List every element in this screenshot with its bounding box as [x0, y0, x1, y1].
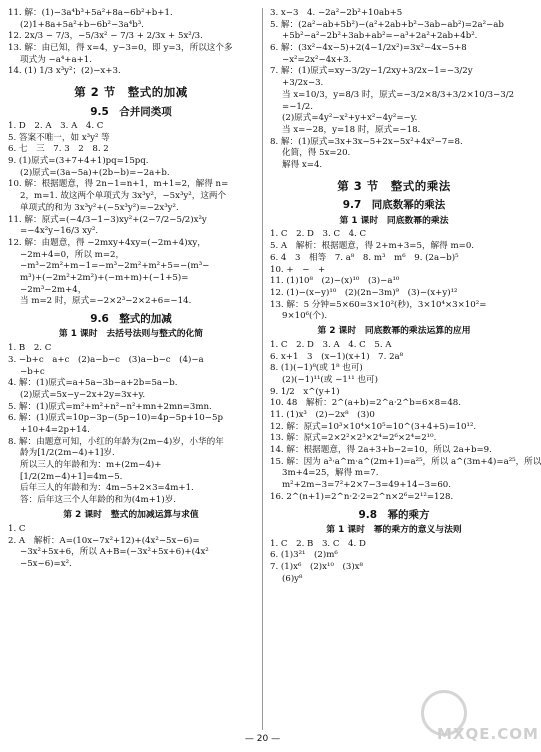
answer-line: 1. C — [8, 523, 26, 534]
block-9-6-1 — [8, 343, 254, 507]
answer-line: 8. 解：由题意可知，小红的年龄为(2m−4)岁，小华的年 — [8, 436, 224, 447]
answer-line: 5. 答案不唯一，如 x³y² 等 — [8, 132, 110, 143]
answer-line: 11. 解：(1)−3a⁴b³+5a²+8a−6b²+b+1. — [8, 8, 173, 18]
block-9-6-2 — [8, 524, 254, 571]
answer-line: 项式为 −a⁴+a+1. — [20, 54, 93, 65]
answer-line: 后年三人的年龄和为：4m−5+2×3=4m+1. — [20, 483, 194, 494]
answer-line: 6. 4 3 相等 7. a⁸ 8. m³ m⁶ 9. (2a−b)⁵ — [270, 252, 459, 263]
answer-line: 10. + − + — [270, 264, 326, 275]
page-number: — 20 — — [244, 734, 281, 744]
section-title-2: 第 2 节 整式的加减 — [74, 85, 188, 100]
block-9-7-2 — [270, 339, 541, 504]
lesson-title-9-7-1: 第 1 课时 同底数幂的乘法 — [339, 215, 449, 226]
answer-line: [1/2(2m−4)+1]=4m−5. — [20, 471, 123, 482]
answer-line: 12. 解：原式=10³×10⁴×10⁵=10^(3+4+5)=10¹². — [270, 421, 477, 432]
answer-line: 4. 解：(1)原式=a+5a−3b−a+2b=5a−b. — [8, 378, 178, 389]
answer-line: 14. (1) 1/3 x³y²；(2)−x+3. — [8, 66, 121, 77]
answer-line: 10. 48 解析：2^(a+b)=2^a·2^b=6×8=48. — [270, 398, 462, 409]
answer-line: +10+4=2p+14. — [20, 425, 90, 436]
answer-line: 12. 2x/3 − 7/3，−5/3x² − 7/3 + 2/3x + 5x²/3. — [8, 31, 203, 42]
right-top-block — [270, 8, 518, 172]
answer-line: 11. (1)10⁸ (2)−(x)¹⁰ (3)−a¹⁰ — [270, 276, 400, 287]
lesson-title-9-6-2: 第 2 课时 整式的加减运算与求值 — [63, 509, 199, 520]
answer-line: 8. (1)(−1)⁸(或 1⁸ 也可) — [270, 363, 363, 374]
answer-line: 6. 七 三 7. 3 2 8. 2 — [8, 144, 109, 155]
answer-line: 12. 解：由题意，得 −2mxy+4xy=(−2m+4)xy， — [8, 237, 206, 248]
answer-line: −2m+4=0，所以 m=2， — [20, 249, 125, 260]
answer-line: 1. C 2. D 3. A 4. C 5. A — [270, 339, 392, 350]
answer-line: 9×10⁶(个). — [282, 311, 328, 322]
block-9-5 — [8, 121, 254, 308]
answer-line: 7. (1)x⁶ (2)x¹⁰ (3)x⁸ — [270, 562, 363, 573]
answer-line: 解得 x=4. — [282, 159, 323, 170]
answer-line: =−1/2. — [282, 101, 313, 112]
column-divider — [262, 8, 263, 730]
subsection-title-9-6: 9.6 整式的加减 — [90, 313, 172, 326]
answer-line: 3. x−3 4. −2a²−2b²+10ab+5 — [270, 8, 403, 18]
subsection-title-9-8: 9.8 幂的乘方 — [358, 508, 430, 521]
answer-line: 6. 解：(1)原式=10p−3p−(5p−10)=4p−5p+10−5p — [8, 413, 223, 424]
lesson-title-9-6-1: 第 1 课时 去括号法则与整式的化简 — [58, 329, 204, 340]
lesson-title-9-8-1: 第 1 课时 幂的乘方的意义与法则 — [326, 524, 462, 535]
answer-line: 2. A 解析：A=(10x−7x²+12)+(4x²−5x−6)= — [8, 535, 200, 546]
answer-line: m³)+(−2m²+2m²)+(−m+m)+(−1+5)= — [20, 272, 189, 283]
answer-line: 3m+4=25，解得 m=7. — [282, 468, 379, 479]
answer-line: 龄为[1/2(2m−4)+1]岁. — [20, 448, 115, 459]
answer-line: (2)原式=(3a−5a)+(2b−b)=−2a+b. — [20, 167, 170, 178]
subsection-title-9-5: 9.5 合并同类项 — [90, 105, 172, 118]
watermark-logo — [419, 688, 539, 748]
answer-line: 当 x=10/3，y=8/3 时，原式=−3/2×8/3+3/2×10/3−3/2 — [282, 89, 515, 100]
answer-line: (2)原式=4y²−x²+y+x²−4y²=−y. — [282, 113, 418, 124]
answer-line: −5x−6)=x². — [20, 558, 72, 569]
answer-line: 当 x=−28，y=18 时，原式=−18. — [282, 124, 421, 135]
answer-line: 6. (1)3²¹ (2)m⁶ — [270, 550, 338, 561]
block-9-7-1 — [270, 229, 518, 323]
answer-line: 当 m=2 时，原式=−2×2³−2×2+6=−14. — [20, 296, 192, 307]
answer-line: 12. (1)−(x−y)¹⁰ (2)(2n−3m)⁹ (3)−(x+y)¹² — [270, 287, 458, 298]
answer-line: =−4x²y−16/3 xy². — [20, 226, 99, 237]
answer-line: (2)(−1)¹¹(或 −1¹¹ 也可) — [282, 374, 378, 385]
watermark-text: MXQE.COM — [437, 725, 539, 743]
answer-line: 5. 解：(1)原式=m²+m²+n²−n²+mn+2mn=3mn. — [8, 401, 212, 412]
answer-line: 5. 解：(2a²−ab+5b²)−(a²+2ab+b²−3ab−ab²)=2a²−ab — [270, 19, 504, 30]
answer-line: 答：后年这三个人年龄的和为(4m+1)岁. — [20, 495, 177, 506]
answer-line: 7. 解：(1)原式=xy−3/2y−1/2xy+3/2x−1=−3/2y — [270, 66, 473, 77]
answer-line: 8. 解：(1)原式=3x+3x−5+2x−5x²+4x²−7=8. — [270, 136, 463, 147]
answer-line: 11. 解：原式=(−4/3−1−3)xy²+(2−7/2−5/2)x²y — [8, 214, 207, 225]
answer-line: +3/2x−3. — [282, 78, 324, 89]
answer-line: 1. C 2. B 3. C 4. D — [270, 538, 366, 549]
answer-line: −x²=2x²−4x+3. — [282, 54, 352, 65]
answer-line: 1. B 2. C — [8, 343, 52, 354]
answer-line: 15. 解：因为 a³·a^m·a^(2m+1)=a²⁵，所以 a^(3m+4)=a²⁵，所以 — [270, 456, 541, 467]
answer-line: 9. (1)原式=(3+7+4+1)pq=15pq. — [8, 156, 149, 167]
answer-line: 6. 解：(3x²−4x−5)+2(4−1/2x²)=3x²−4x−5+8 — [270, 43, 467, 54]
answer-line: 所以三人的年龄和为：m+(2m−4)+ — [20, 460, 162, 471]
answer-line: −2m³−2m+4， — [20, 284, 87, 295]
lesson-title-9-7-2: 第 2 课时 同底数幂的乘法运算的应用 — [317, 325, 471, 336]
answer-line: +5b²−a²−2b²+3ab+ab²=−a³+2a²+2ab+4b². — [282, 31, 478, 42]
answer-line: −m³−2m²+m−1=−m³−2m²+m²+5=−(m³− — [20, 261, 210, 272]
answer-line: −3x²+5x+6，所以 A+B=(−3x²+5x+6)+(4x² — [20, 547, 209, 558]
block-9-8-1 — [270, 539, 518, 586]
subsection-title-9-7: 9.7 同底数幂的乘法 — [342, 199, 446, 212]
answer-line: (2)1+8a+5a²+b−6b²−3a⁴b³. — [20, 19, 144, 30]
answer-line: 10. 解：根据题意，得 2n−1=n+1，m+1=2，解得 n= — [8, 179, 229, 190]
right-column — [270, 8, 541, 586]
section-title-3: 第 3 节 整式的乘法 — [337, 178, 451, 193]
answer-line: (6)y⁸ — [282, 573, 303, 584]
answer-line: 5. A 解析：根据题意，得 2+m+3=5，解得 m=0. — [270, 241, 475, 252]
answer-line: 16. 2^(n+1)=2^n·2·2=2^n×2⁶=2¹²=128. — [270, 491, 454, 502]
answer-line: 13. 解：5 分钟=5×60=3×10²(秒)，3×10⁴×3×10²= — [270, 299, 487, 310]
answer-line: 11. (1)x³ (2)−2x⁸ (3)0 — [270, 410, 375, 421]
left-column — [8, 8, 254, 571]
answer-line: 13. 解：由已知，得 x=4，y−3=0，即 y=3，所以这个多 — [8, 43, 233, 54]
answer-line: 1. C 2. D 3. C 4. C — [270, 229, 367, 240]
answer-line: 3. −b+c a+c (2)a−b−c (3)a−b−c (4)−a — [8, 354, 204, 365]
answer-line: 单项式的和为 3x³y²+(−5x³y²)=−2x³y². — [20, 202, 179, 213]
answer-line: m²+2m−3=7²+2×7−3=49+14−3=60. — [282, 480, 452, 491]
answer-line: 6. x+1 3 (x−1)(x+1) 7. 2a⁸ — [270, 351, 404, 362]
answer-line: 1. D 2. A 3. A 4. C — [8, 121, 104, 132]
answer-line: (2)原式=5x−y−2x+2y=3x+y. — [20, 389, 146, 400]
answer-line: 13. 解：原式=2×2²×2³×2⁴=2⁶×2⁴=2¹⁰. — [270, 433, 437, 444]
answer-line: 14. 解：根据题意，得 2a+3+b−2=10，所以 2a+b=9. — [270, 445, 492, 456]
answer-line: 9. 1/2 x^(y+1) — [270, 386, 340, 397]
left-top-block — [8, 8, 254, 78]
answer-line: 2，m=1. 故这两个单项式为 3x³y²，−5x³y²，这两个 — [20, 191, 227, 202]
answer-line: 化简，得 5x=20. — [282, 148, 351, 159]
answer-line: −b+c — [20, 366, 45, 377]
